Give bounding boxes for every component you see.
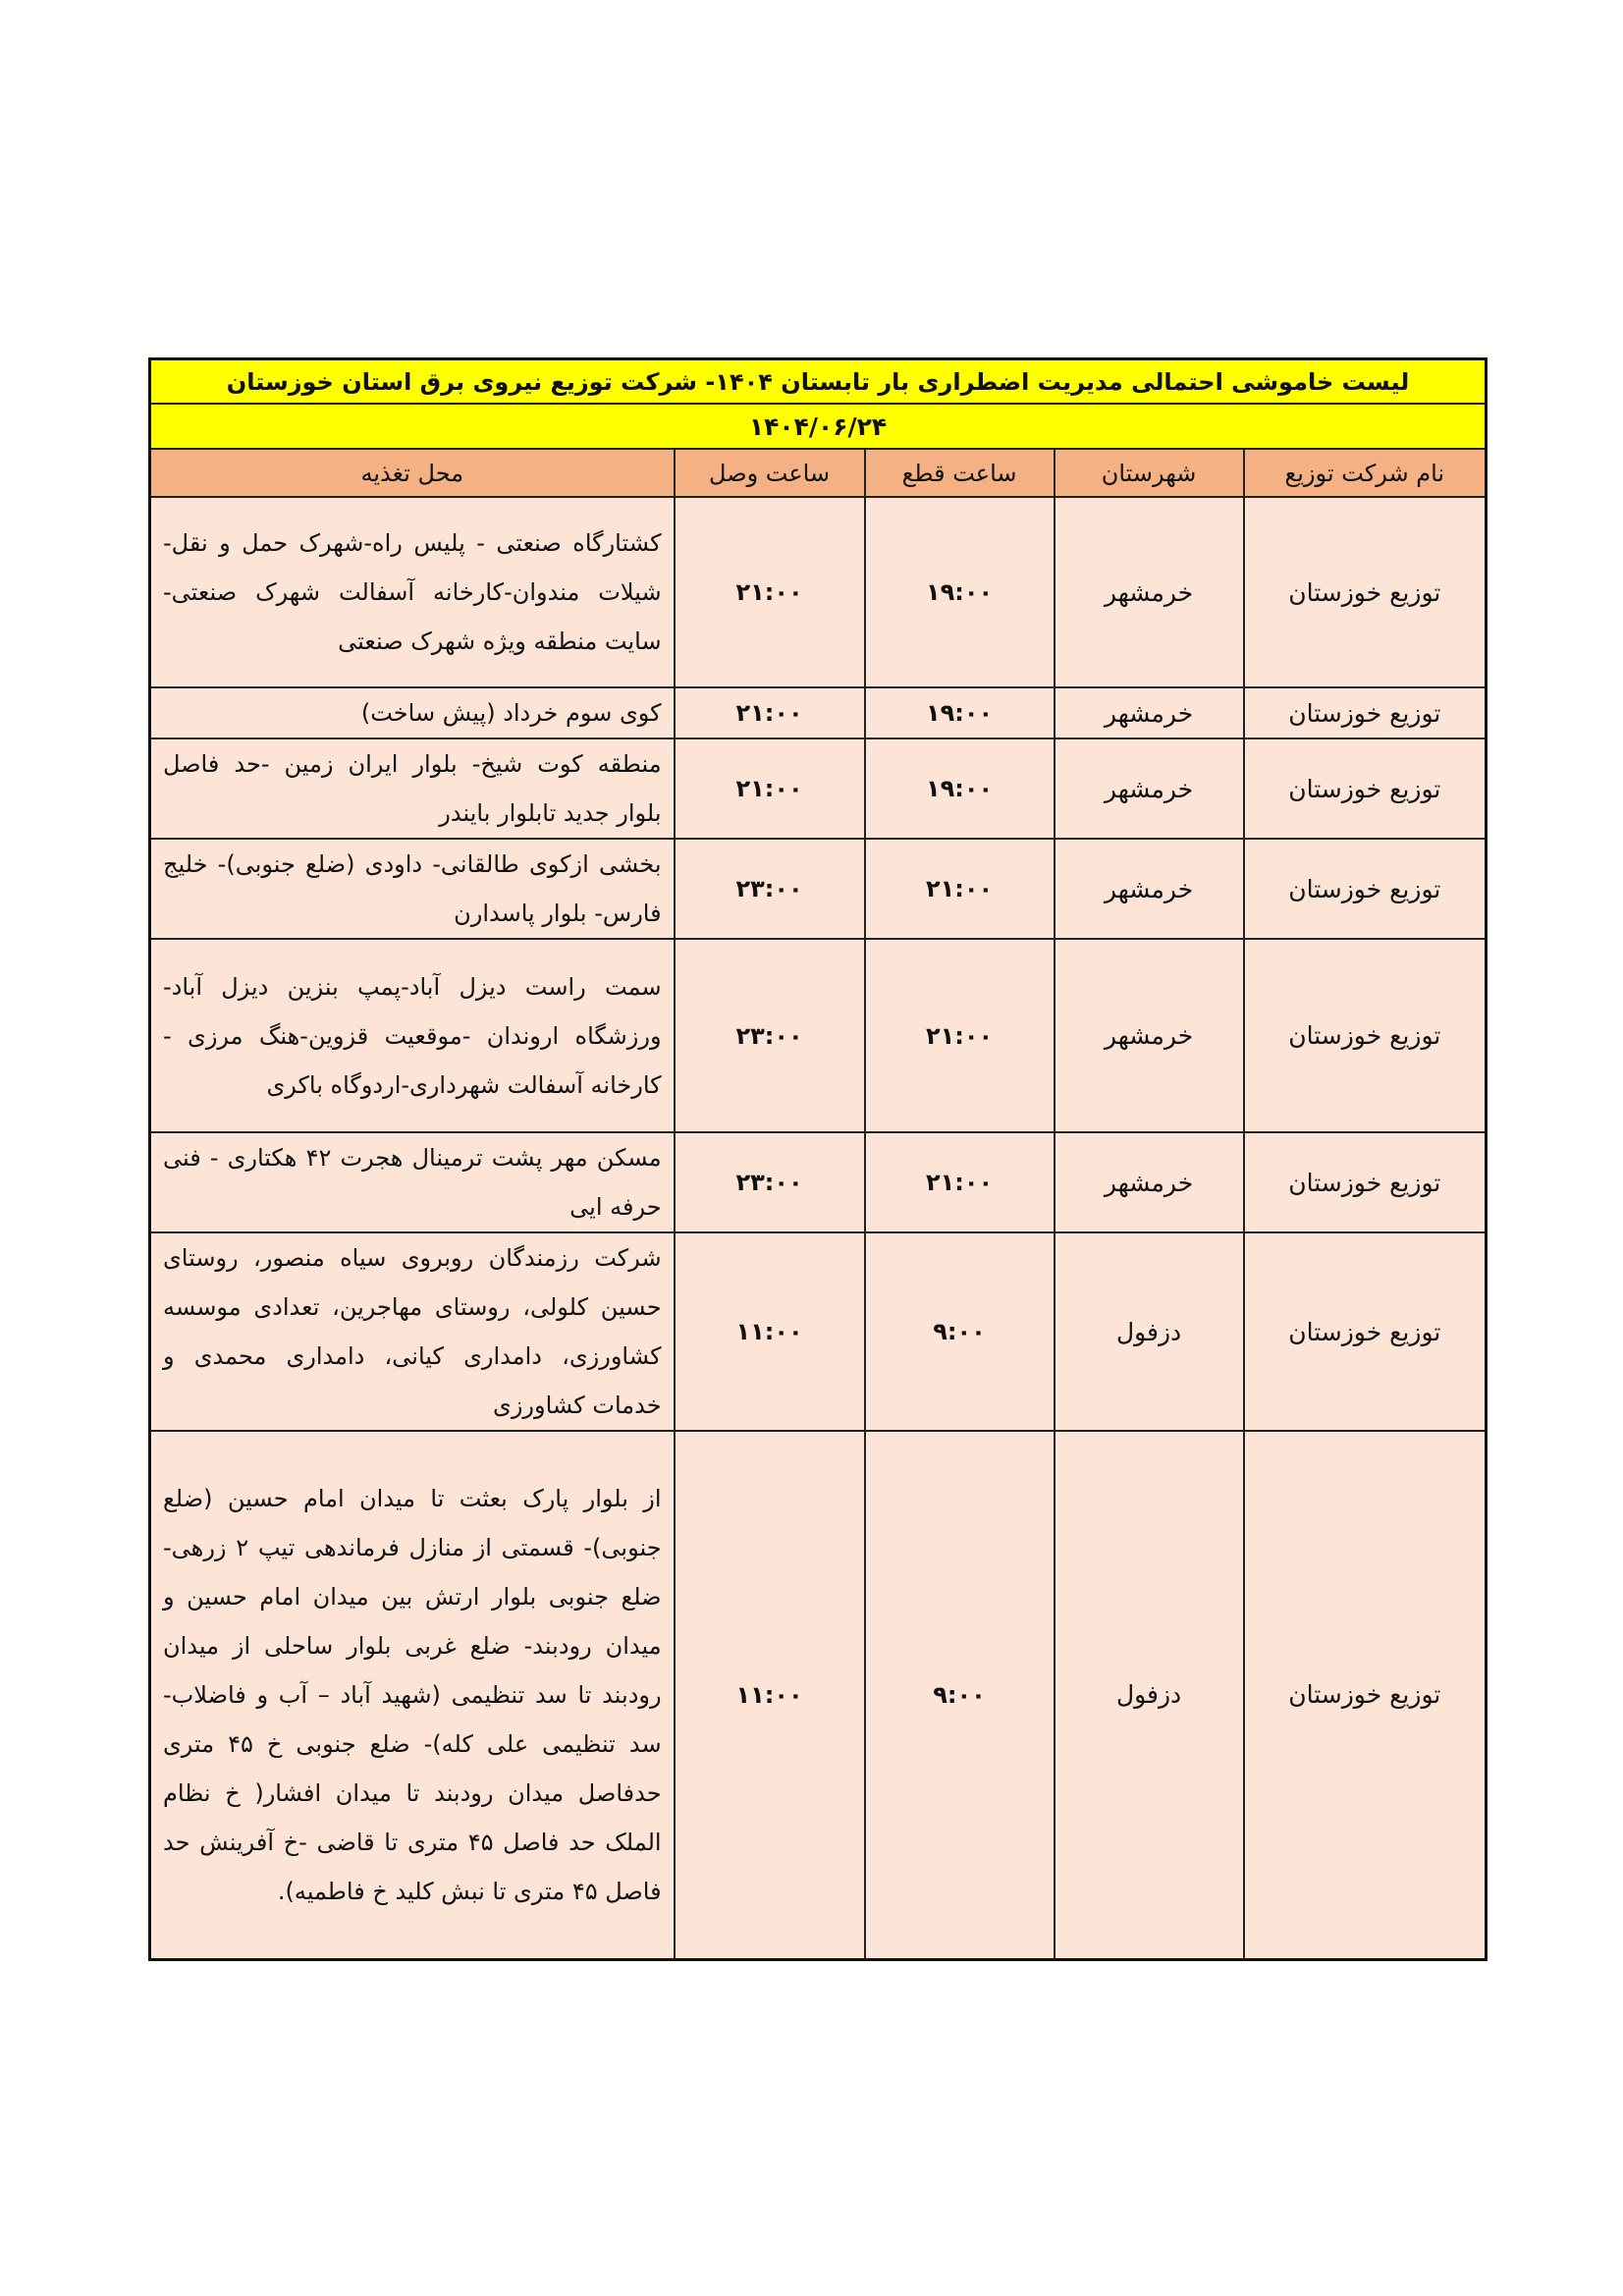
company-cell: توزیع خوزستان: [1244, 1132, 1487, 1232]
table-row: [150, 687, 1487, 738]
table-row: [150, 939, 1487, 1132]
city-cell: خرمشهر: [1055, 497, 1244, 687]
outage-table: [148, 357, 1488, 1961]
city-cell: خرمشهر: [1055, 1132, 1244, 1232]
company-cell: توزیع خوزستان: [1244, 687, 1487, 738]
area-cell: سمت راست دیزل آباد-پمپ بنزین دیزل آباد- ورزشگاه اروندان -موقعیت قزوین-هنگ مرزی - کارخانه آسفالت شهرداری-اردوگاه باکری: [150, 939, 675, 1132]
cut-time-cell: ۹:۰۰: [865, 1232, 1055, 1431]
company-cell: توزیع خوزستان: [1244, 738, 1487, 839]
company-cell: توزیع خوزستان: [1244, 1431, 1487, 1959]
connect-time-cell: ۲۳:۰۰: [675, 1132, 865, 1232]
table-row: [150, 1431, 1487, 1959]
cut-time-cell: ۹:۰۰: [865, 1431, 1055, 1959]
table-row: [150, 738, 1487, 839]
table-row: [150, 839, 1487, 939]
cut-time-cell: ۲۱:۰۰: [865, 839, 1055, 939]
area-cell: مسکن مهر پشت ترمینال هجرت ۴۲ هکتاری - فنی حرفه ایی: [150, 1132, 675, 1232]
header-company: نام شرکت توزیع: [1244, 449, 1487, 497]
table-row: [150, 1132, 1487, 1232]
table-title: لیست خاموشی احتمالی مدیریت اضطراری بار تابستان ۱۴۰۴- شرکت توزیع نیروی برق استان خوزستان: [150, 359, 1487, 405]
table-date: ۱۴۰۴/۰۶/۲۴: [150, 404, 1487, 449]
connect-time-cell: ۲۳:۰۰: [675, 939, 865, 1132]
connect-time-cell: ۱۱:۰۰: [675, 1431, 865, 1959]
connect-time-cell: ۱۱:۰۰: [675, 1232, 865, 1431]
city-cell: خرمشهر: [1055, 839, 1244, 939]
area-cell: شرکت رزمندگان روبروی سیاه منصور، روستای حسین کلولی، روستای مهاجرین، تعدادی موسسه کشاورزی، دامداری کیانی، دامداری محمدی و خدمات کشاورزی: [150, 1232, 675, 1431]
header-connect-time: ساعت وصل: [675, 449, 865, 497]
cut-time-cell: ۱۹:۰۰: [865, 738, 1055, 839]
table-row: [150, 1232, 1487, 1431]
connect-time-cell: ۲۱:۰۰: [675, 497, 865, 687]
city-cell: خرمشهر: [1055, 738, 1244, 839]
city-cell: خرمشهر: [1055, 687, 1244, 738]
area-cell: از بلوار پارک بعثت تا میدان امام حسین (ضلع جنوبی)- قسمتی از منازل فرماندهی تیپ ۲ زرهی- ضلع جنوبی بلوار ارتش بین میدان امام حسین و میدان رودبند- ضلع غربی بلوار ساحلی از میدان رودبند تا سد تنظیمی (شهید آباد – آب و فاضلاب- سد تنظیمی علی کله)- ضلع جنوبی خ ۴۵ متری حدفاصل میدان رودبند تا میدان افشار( خ نظام الملک حد فاصل ۴۵ متری تا قاضی -خ آفرینش حد فاصل ۴۵ متری تا نبش کلید خ فاطمیه).: [150, 1431, 675, 1959]
company-cell: توزیع خوزستان: [1244, 1232, 1487, 1431]
company-cell: توزیع خوزستان: [1244, 497, 1487, 687]
area-cell: بخشی ازکوی طالقانی- داودی (ضلع جنوبی)- خلیج فارس- بلوار پاسدارن: [150, 839, 675, 939]
city-cell: دزفول: [1055, 1232, 1244, 1431]
connect-time-cell: ۲۱:۰۰: [675, 687, 865, 738]
table-row: [150, 497, 1487, 687]
area-cell: کوی سوم خرداد (پیش ساخت): [150, 687, 675, 738]
city-cell: خرمشهر: [1055, 939, 1244, 1132]
cut-time-cell: ۱۹:۰۰: [865, 497, 1055, 687]
area-cell: منطقه کوت شیخ- بلوار ایران زمین -حد فاصل بلوار جدید تابلوار بایندر: [150, 738, 675, 839]
header-cut-time: ساعت قطع: [865, 449, 1055, 497]
company-cell: توزیع خوزستان: [1244, 839, 1487, 939]
connect-time-cell: ۲۱:۰۰: [675, 738, 865, 839]
header-city: شهرستان: [1055, 449, 1244, 497]
connect-time-cell: ۲۳:۰۰: [675, 839, 865, 939]
city-cell: دزفول: [1055, 1431, 1244, 1959]
area-cell: کشتارگاه صنعتی - پلیس راه-شهرک حمل و نقل-شیلات مندوان-کارخانه آسفالت شهرک صنعتی-سایت منطقه ویژه شهرک صنعتی: [150, 497, 675, 687]
company-cell: توزیع خوزستان: [1244, 939, 1487, 1132]
cut-time-cell: ۲۱:۰۰: [865, 939, 1055, 1132]
cut-time-cell: ۱۹:۰۰: [865, 687, 1055, 738]
header-row: [150, 449, 1487, 497]
cut-time-cell: ۲۱:۰۰: [865, 1132, 1055, 1232]
header-area: محل تغذیه: [150, 449, 675, 497]
